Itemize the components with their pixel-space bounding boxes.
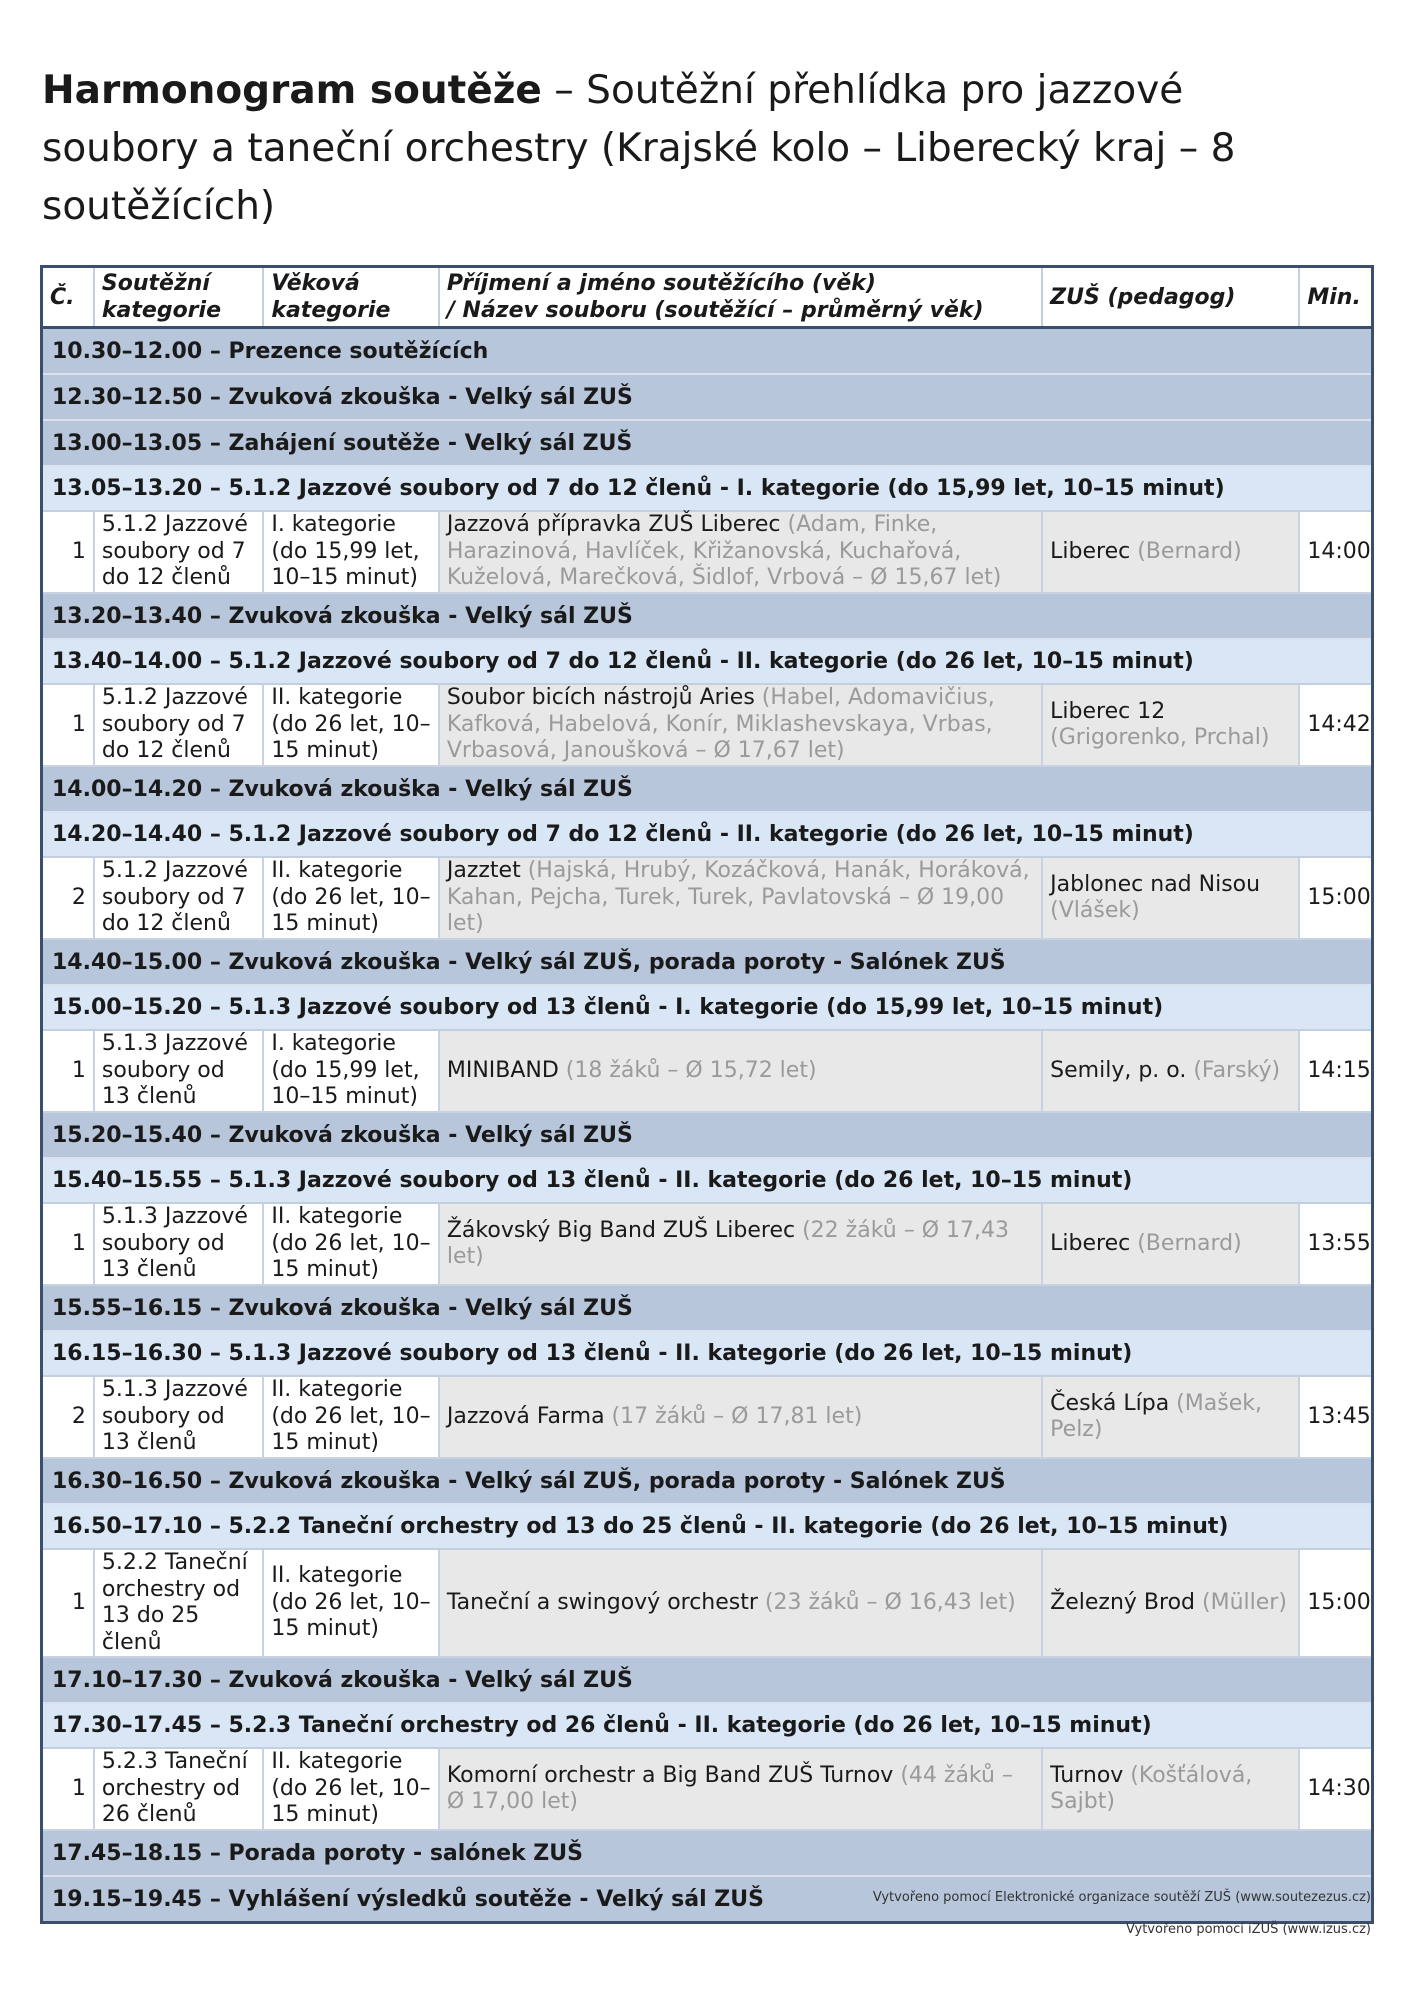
table-header-row xyxy=(42,267,1373,328)
performance-minutes: 13:55 xyxy=(1299,1203,1372,1285)
category-header-row xyxy=(42,812,1373,857)
category-header-text: 17.30–17.45 – 5.2.3 Taneční orchestry od 26 členů - II. kategorie (do 26 let, 10–15 minut) xyxy=(42,1703,1373,1748)
school-name: Jablonec nad Nisou xyxy=(1050,871,1261,897)
schedule-block-row xyxy=(42,374,1373,420)
ensemble-cell xyxy=(439,1376,1042,1458)
schedule-block-row xyxy=(42,593,1373,639)
ensemble-name: Jazztet xyxy=(446,858,521,884)
category-header-text: 14.20–14.40 – 5.1.2 Jazzové soubory od 7 do 12 členů - II. kategorie (do 26 let, 10–15 minut) xyxy=(42,812,1373,857)
schedule-block-text: 10.30–12.00 – Prezence soutěžících xyxy=(42,328,1373,375)
ensemble-cell xyxy=(439,684,1042,766)
footer-line-2: Vytvořeno pomocí iZUŠ (www.izus.cz) xyxy=(1125,1922,1371,1937)
performance-minutes: 15:00 xyxy=(1299,1549,1372,1657)
title-rest: – Soutěžní přehlídka pro jazzové soubory a taneční orchestry (Krajské kolo – Liberecký kraj – 8 soutěžících) xyxy=(42,68,1236,229)
competition-category: 5.1.2 Jazzové soubory od 7 do 12 členů xyxy=(94,684,263,766)
competition-category: 5.1.2 Jazzové soubory od 7 do 12 členů xyxy=(94,511,263,593)
age-category: II. kategorie (do 26 let, 10–15 minut) xyxy=(263,1203,439,1285)
schedule-block-row xyxy=(42,766,1373,812)
category-header-row xyxy=(42,1504,1373,1549)
ensemble-members: (44 žáků – Ø 17,00 let) xyxy=(446,1762,1013,1814)
schedule-block-text: 16.30–16.50 – Zvuková zkouška - Velký sál ZUŠ, porada poroty - Salónek ZUŠ xyxy=(42,1458,1373,1504)
school-name: Semily, p. o. xyxy=(1050,1057,1187,1083)
col-header-name-line1: Příjmení a jméno soutěžícího (věk) xyxy=(446,271,876,296)
ensemble-cell xyxy=(439,857,1042,939)
school-name: Liberec xyxy=(1050,1230,1131,1256)
competitor-number: 1 xyxy=(42,1203,94,1285)
school-name: Liberec 12 xyxy=(1050,698,1166,724)
category-header-row xyxy=(42,1158,1373,1203)
school-name: Turnov xyxy=(1050,1762,1124,1788)
school-cell xyxy=(1042,857,1299,939)
schedule-block-text: 12.30–12.50 – Zvuková zkouška - Velký sál ZUŠ xyxy=(42,374,1373,420)
school-cell xyxy=(1042,1748,1299,1830)
schedule-block-text: 17.10–17.30 – Zvuková zkouška - Velký sál ZUŠ xyxy=(42,1657,1373,1703)
col-header-category: Soutěžní kategorie xyxy=(94,267,263,328)
teacher-names: (Müller) xyxy=(1195,1589,1287,1615)
schedule-block-row xyxy=(42,1285,1373,1331)
competitor-row xyxy=(42,511,1373,593)
performance-minutes: 13:45 xyxy=(1299,1376,1372,1458)
category-header-row xyxy=(42,1331,1373,1376)
age-category: II. kategorie (do 26 let, 10–15 minut) xyxy=(263,1376,439,1458)
ensemble-cell xyxy=(439,1748,1042,1830)
ensemble-members: (18 žáků – Ø 15,72 let) xyxy=(558,1057,817,1083)
title-bold: Harmonogram soutěže xyxy=(42,68,542,113)
school-cell xyxy=(1042,1549,1299,1657)
category-header-row xyxy=(42,985,1373,1030)
competition-category: 5.1.2 Jazzové soubory od 7 do 12 členů xyxy=(94,857,263,939)
competitor-row xyxy=(42,1376,1373,1458)
col-header-age: Věková kategorie xyxy=(263,267,439,328)
age-category: II. kategorie (do 26 let, 10–15 minut) xyxy=(263,1748,439,1830)
schedule-block-row xyxy=(42,1657,1373,1703)
ensemble-name: MINIBAND xyxy=(446,1057,559,1083)
ensemble-members: (22 žáků – Ø 17,43 let) xyxy=(446,1217,1009,1269)
ensemble-cell xyxy=(439,1203,1042,1285)
ensemble-cell xyxy=(439,1549,1042,1657)
footer-line-1: Vytvořeno pomocí Elektronické organizace soutěží ZUŠ (www.soutezezus.cz) xyxy=(872,1890,1371,1905)
category-header-text: 16.50–17.10 – 5.2.2 Taneční orchestry od 13 do 25 členů - II. kategorie (do 26 let, 10–15 minut) xyxy=(42,1504,1373,1549)
schedule-block-row xyxy=(42,1112,1373,1158)
age-category: I. kategorie (do 15,99 let, 10–15 minut) xyxy=(263,1030,439,1112)
schedule-block-text: 15.55–16.15 – Zvuková zkouška - Velký sál ZUŠ xyxy=(42,1285,1373,1331)
schedule-block-text: 19.15–19.45 – Vyhlášení výsledků soutěže - Velký sál ZUŠ xyxy=(42,1876,1373,1923)
age-category: I. kategorie (do 15,99 let, 10–15 minut) xyxy=(263,511,439,593)
teacher-names: (Farský) xyxy=(1186,1057,1281,1083)
category-header-text: 13.05–13.20 – 5.1.2 Jazzové soubory od 7 do 12 členů - I. kategorie (do 15,99 let, 10–15 minut) xyxy=(42,466,1373,511)
competition-category: 5.2.2 Taneční orchestry od 13 do 25 členů xyxy=(94,1549,263,1657)
school-cell xyxy=(1042,684,1299,766)
competition-category: 5.1.3 Jazzové soubory od 13 členů xyxy=(94,1376,263,1458)
schedule-block-text: 17.45–18.15 – Porada poroty - salónek ZUŠ xyxy=(42,1830,1373,1876)
schedule-block-row xyxy=(42,1458,1373,1504)
performance-minutes: 14:30 xyxy=(1299,1748,1372,1830)
ensemble-name: Jazzová Farma xyxy=(446,1403,605,1429)
competitor-row xyxy=(42,1030,1373,1112)
competitor-number: 1 xyxy=(42,1748,94,1830)
teacher-names: (Bernard) xyxy=(1130,1230,1242,1256)
ensemble-members: (17 žáků – Ø 17,81 let) xyxy=(604,1403,863,1429)
ensemble-name: Žákovský Big Band ZUŠ Liberec xyxy=(446,1217,796,1243)
ensemble-name: Taneční a swingový orchestr xyxy=(446,1589,758,1615)
performance-minutes: 14:42 xyxy=(1299,684,1372,766)
competitor-row xyxy=(42,1203,1373,1285)
schedule-block-text: 14.40–15.00 – Zvuková zkouška - Velký sál ZUŠ, porada poroty - Salónek ZUŠ xyxy=(42,939,1373,985)
category-header-text: 15.00–15.20 – 5.1.3 Jazzové soubory od 13 členů - I. kategorie (do 15,99 let, 10–15 minut) xyxy=(42,985,1373,1030)
schedule-block-text: 13.20–13.40 – Zvuková zkouška - Velký sál ZUŠ xyxy=(42,593,1373,639)
competition-category: 5.1.3 Jazzové soubory od 13 členů xyxy=(94,1030,263,1112)
school-cell xyxy=(1042,1376,1299,1458)
teacher-names: (Vlášek) xyxy=(1050,898,1140,923)
category-header-row xyxy=(42,466,1373,511)
schedule-block-text: 14.00–14.20 – Zvuková zkouška - Velký sál ZUŠ xyxy=(42,766,1373,812)
schedule-block-row xyxy=(42,420,1373,466)
competition-category: 5.2.3 Taneční orchestry od 26 členů xyxy=(94,1748,263,1830)
col-header-name-line2: / Název souboru (soutěžící – průměrný věk) xyxy=(446,298,984,323)
ensemble-name: Jazzová přípravka ZUŠ Liberec xyxy=(446,512,781,538)
col-header-minutes: Min. xyxy=(1299,267,1372,328)
age-category: II. kategorie (do 26 let, 10–15 minut) xyxy=(263,1549,439,1657)
performance-minutes: 14:00 xyxy=(1299,511,1372,593)
schedule-block-text: 13.00–13.05 – Zahájení soutěže - Velký sál ZUŠ xyxy=(42,420,1373,466)
competitor-number: 2 xyxy=(42,1376,94,1458)
ensemble-members: (23 žáků – Ø 16,43 let) xyxy=(757,1589,1016,1615)
school-cell xyxy=(1042,511,1299,593)
ensemble-members: (Habel, Adomavičius, Kafková, Habelová, Konír, Miklashevskaya, Vrbas, Vrbasová, Janoušková – Ø 17,67 let) xyxy=(446,685,995,764)
school-name: Liberec xyxy=(1050,538,1131,564)
schedule-block-row xyxy=(42,328,1373,375)
competitor-number: 1 xyxy=(42,511,94,593)
schedule-block-text: 15.20–15.40 – Zvuková zkouška - Velký sál ZUŠ xyxy=(42,1112,1373,1158)
ensemble-members: (Adam, Finke, Harazinová, Havlíček, Křižanovská, Kuchařová, Kuželová, Marečková, Šidlof, Vrbová – Ø 15,67 let) xyxy=(446,512,1002,591)
school-cell xyxy=(1042,1030,1299,1112)
category-header-row xyxy=(42,1703,1373,1748)
teacher-names: (Košťálová, Sajbt) xyxy=(1050,1762,1253,1814)
teacher-names: (Mašek, Pelz) xyxy=(1050,1390,1262,1442)
competitor-number: 2 xyxy=(42,857,94,939)
teacher-names: (Grigorenko, Prchal) xyxy=(1050,725,1270,750)
school-cell xyxy=(1042,1203,1299,1285)
performance-minutes: 14:15 xyxy=(1299,1030,1372,1112)
competitor-row xyxy=(42,1748,1373,1830)
category-header-text: 15.40–15.55 – 5.1.3 Jazzové soubory od 13 členů - II. kategorie (do 26 let, 10–15 minut) xyxy=(42,1158,1373,1203)
age-category: II. kategorie (do 26 let, 10–15 minut) xyxy=(263,857,439,939)
ensemble-name: Soubor bicích nástrojů Aries xyxy=(446,685,755,711)
schedule-table xyxy=(40,265,1374,1924)
category-header-text: 16.15–16.30 – 5.1.3 Jazzové soubory od 13 členů - II. kategorie (do 26 let, 10–15 minut) xyxy=(42,1331,1373,1376)
ensemble-members: (Hajská, Hrubý, Kozáčková, Hanák, Horáková, Kahan, Pejcha, Turek, Turek, Pavlatovská – Ø 19,00 let) xyxy=(446,858,1030,937)
ensemble-name: Komorní orchestr a Big Band ZUŠ Turnov xyxy=(446,1762,894,1788)
age-category: II. kategorie (do 26 let, 10–15 minut) xyxy=(263,684,439,766)
competitor-number: 1 xyxy=(42,1030,94,1112)
competitor-row xyxy=(42,684,1373,766)
category-header-row xyxy=(42,639,1373,684)
category-header-text: 13.40–14.00 – 5.1.2 Jazzové soubory od 7 do 12 členů - II. kategorie (do 26 let, 10–15 minut) xyxy=(42,639,1373,684)
col-header-name xyxy=(439,267,1042,328)
competition-category: 5.1.3 Jazzové soubory od 13 členů xyxy=(94,1203,263,1285)
schedule-block-row xyxy=(42,939,1373,985)
ensemble-cell xyxy=(439,511,1042,593)
col-header-school: ZUŠ (pedagog) xyxy=(1042,267,1299,328)
col-header-number: Č. xyxy=(42,267,94,328)
teacher-names: (Bernard) xyxy=(1130,538,1242,564)
ensemble-cell xyxy=(439,1030,1042,1112)
school-name: Železný Brod xyxy=(1050,1589,1196,1615)
competitor-row xyxy=(42,1549,1373,1657)
schedule-block-row xyxy=(42,1830,1373,1876)
performance-minutes: 15:00 xyxy=(1299,857,1372,939)
school-name: Česká Lípa xyxy=(1050,1390,1170,1416)
competitor-row xyxy=(42,857,1373,939)
competitor-number: 1 xyxy=(42,1549,94,1657)
competitor-number: 1 xyxy=(42,684,94,766)
page-title xyxy=(42,62,1322,236)
